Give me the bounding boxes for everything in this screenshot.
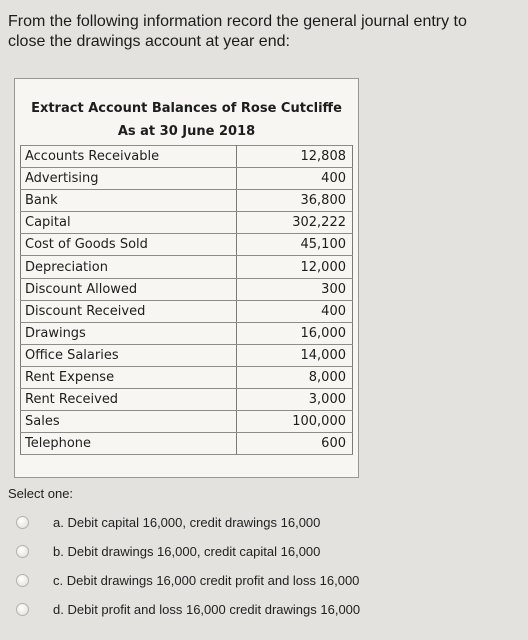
account-name: Office Salaries xyxy=(21,344,237,366)
question-line-2: close the drawings account at year end: xyxy=(8,33,290,50)
table-row xyxy=(21,322,353,344)
account-name: Advertising xyxy=(21,168,237,190)
account-name: Rent Received xyxy=(21,389,237,411)
option-b[interactable] xyxy=(16,537,496,566)
account-amount: 14,000 xyxy=(237,344,353,366)
radio-button-c[interactable] xyxy=(16,574,29,587)
table-row xyxy=(21,256,353,278)
table-row xyxy=(21,190,353,212)
account-amount: 100,000 xyxy=(237,411,353,433)
account-name: Bank xyxy=(21,190,237,212)
account-amount: 12,808 xyxy=(237,146,353,168)
table-row xyxy=(21,344,353,366)
account-name: Discount Allowed xyxy=(21,278,237,300)
table-row xyxy=(21,212,353,234)
table-row xyxy=(21,168,353,190)
radio-button-a[interactable] xyxy=(16,516,29,529)
table-row xyxy=(21,146,353,168)
radio-button-b[interactable] xyxy=(16,545,29,558)
option-a[interactable] xyxy=(16,508,496,537)
table-row xyxy=(21,278,353,300)
account-name: Cost of Goods Sold xyxy=(21,234,237,256)
table-row xyxy=(21,366,353,388)
account-name: Drawings xyxy=(21,322,237,344)
account-name: Telephone xyxy=(21,433,237,455)
account-amount: 8,000 xyxy=(237,366,353,388)
table-row xyxy=(21,389,353,411)
option-d-text: d. Debit profit and loss 16,000 credit drawings 16,000 xyxy=(53,602,361,617)
select-one-label: Select one: xyxy=(8,486,74,501)
account-amount: 16,000 xyxy=(237,322,353,344)
option-b-text: b. Debit drawings 16,000, credit capital 16,000 xyxy=(53,544,321,559)
option-c-text: c. Debit drawings 16,000 credit profit and loss 16,000 xyxy=(53,573,360,588)
account-amount: 302,222 xyxy=(237,212,353,234)
account-name: Accounts Receivable xyxy=(21,146,237,168)
account-amount: 12,000 xyxy=(237,256,353,278)
account-balances-extract xyxy=(14,78,359,478)
account-name: Capital xyxy=(21,212,237,234)
extract-title: Extract Account Balances of Rose Cutcliffe xyxy=(31,101,342,116)
account-name: Sales xyxy=(21,411,237,433)
account-amount: 3,000 xyxy=(237,389,353,411)
account-name: Rent Expense xyxy=(21,366,237,388)
option-a-text: a. Debit capital 16,000, credit drawings 16,000 xyxy=(53,515,321,530)
question-text xyxy=(8,12,508,52)
balances-table xyxy=(20,145,353,455)
table-row xyxy=(21,433,353,455)
account-name: Depreciation xyxy=(21,256,237,278)
account-name: Discount Received xyxy=(21,300,237,322)
table-row xyxy=(21,411,353,433)
account-amount: 300 xyxy=(237,278,353,300)
account-amount: 45,100 xyxy=(237,234,353,256)
table-row xyxy=(21,300,353,322)
extract-subtitle: As at 30 June 2018 xyxy=(117,124,256,139)
account-amount: 400 xyxy=(237,300,353,322)
table-row xyxy=(21,234,353,256)
option-c[interactable] xyxy=(16,566,496,595)
account-amount: 600 xyxy=(237,433,353,455)
account-amount: 400 xyxy=(237,168,353,190)
question-line-1: From the following information record the general journal entry to xyxy=(8,13,467,30)
radio-button-d[interactable] xyxy=(16,603,29,616)
option-d[interactable] xyxy=(16,595,496,624)
account-amount: 36,800 xyxy=(237,190,353,212)
answer-options xyxy=(16,508,496,624)
